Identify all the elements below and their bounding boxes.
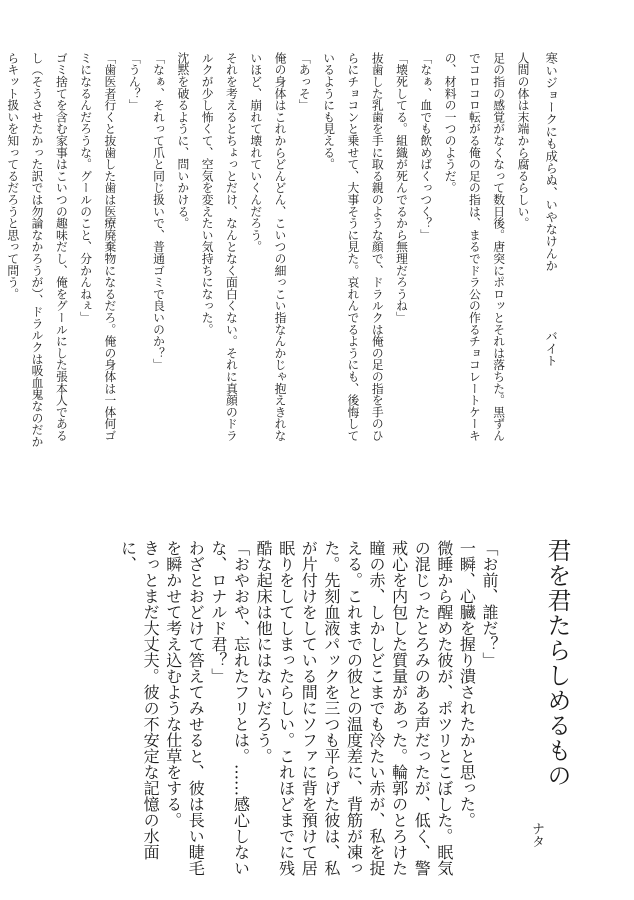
story-author-top: バイト — [544, 330, 559, 367]
story-body-bottom: 「お前、誰だ？」 一瞬、心臓を握り潰されたかと思った。 微睡から醒めた彼が、ポツリとこぼした。眠気の混じったとろみのある声だったが、低く、警戒心を内包した質量があった。輪郭のとろけた瞳の赤、しかしどこまでも冷たい赤が、私を捉える。これまでの彼との温度差に、背筋が凍った。先刻血液パックを三つも平らげた彼は、私が片付けをしている間にソファに背を預けて居眠りをしてしまったらしい。これほどまでに残酷な起床は他にはないだろう。 「おやおや、忘れたフリとは。……感心しないな、ロナルド君？」 わざとおどけて答えてみせると、彼は長い睫毛を瞬かせて考え込むような仕草をする。 きっとまだ大丈夫。彼の不安定な記憶の水面に、 — [118, 540, 499, 876]
story-title-top: 寒いジョークにも成らぬ、いやなけんか — [544, 52, 559, 272]
story-author-bottom: ナタ — [529, 822, 544, 848]
story-body-top: 人間の体は末端から腐るらしい。 足の指の感覚がなくなって数日後。唐突にポロッとそれは落ちた。黒ずんでコロコロ転がる俺の足の指は、まるでドラ公の作るチョコレートケーキの、材料の一つのようだ。 「なぁ、血でも飲めばくっつく？」 「壊死してる。組織が死んでるから無理だろうね」 抜歯した乳歯を手に取る親のような顔で、ドラルクは俺の足の指を手のひらにチョコンと乗せて、大事そうに見た。哀れんでるようにも、後悔しているようにも見える。 「あっそ」 俺の身体はこれからどんどん、こいつの細っこい指なんかじゃ抱えきれないほど、崩れて壊れていくんだろう。 それを考えるとちょっとだけ、なんとなく面白くない。それに真顔のドラルクが少し怖くて、空気を変えたい気持ちになった。 沈黙を破るように、問いかける。 「なぁ、それって爪と同じ扱いで、普通ゴミで良いのか？」 「うん？」 「歯医者行くと抜歯した歯は医療廃棄物になるだろ。俺の身体は一体何ゴミになるんだろうな。グールのこと、分かんねぇ」 ゴミ捨てを含む家事はこいつの趣味だし、俺をグールにした張本人であるし（そうさせたかった訳では勿論なかろうが）、ドラルクは吸血鬼なのだからキット扱いを知ってるだろうと思って問う。 — [5, 52, 530, 448]
story-title-bottom: 君を君たらしめるもの — [543, 538, 571, 788]
